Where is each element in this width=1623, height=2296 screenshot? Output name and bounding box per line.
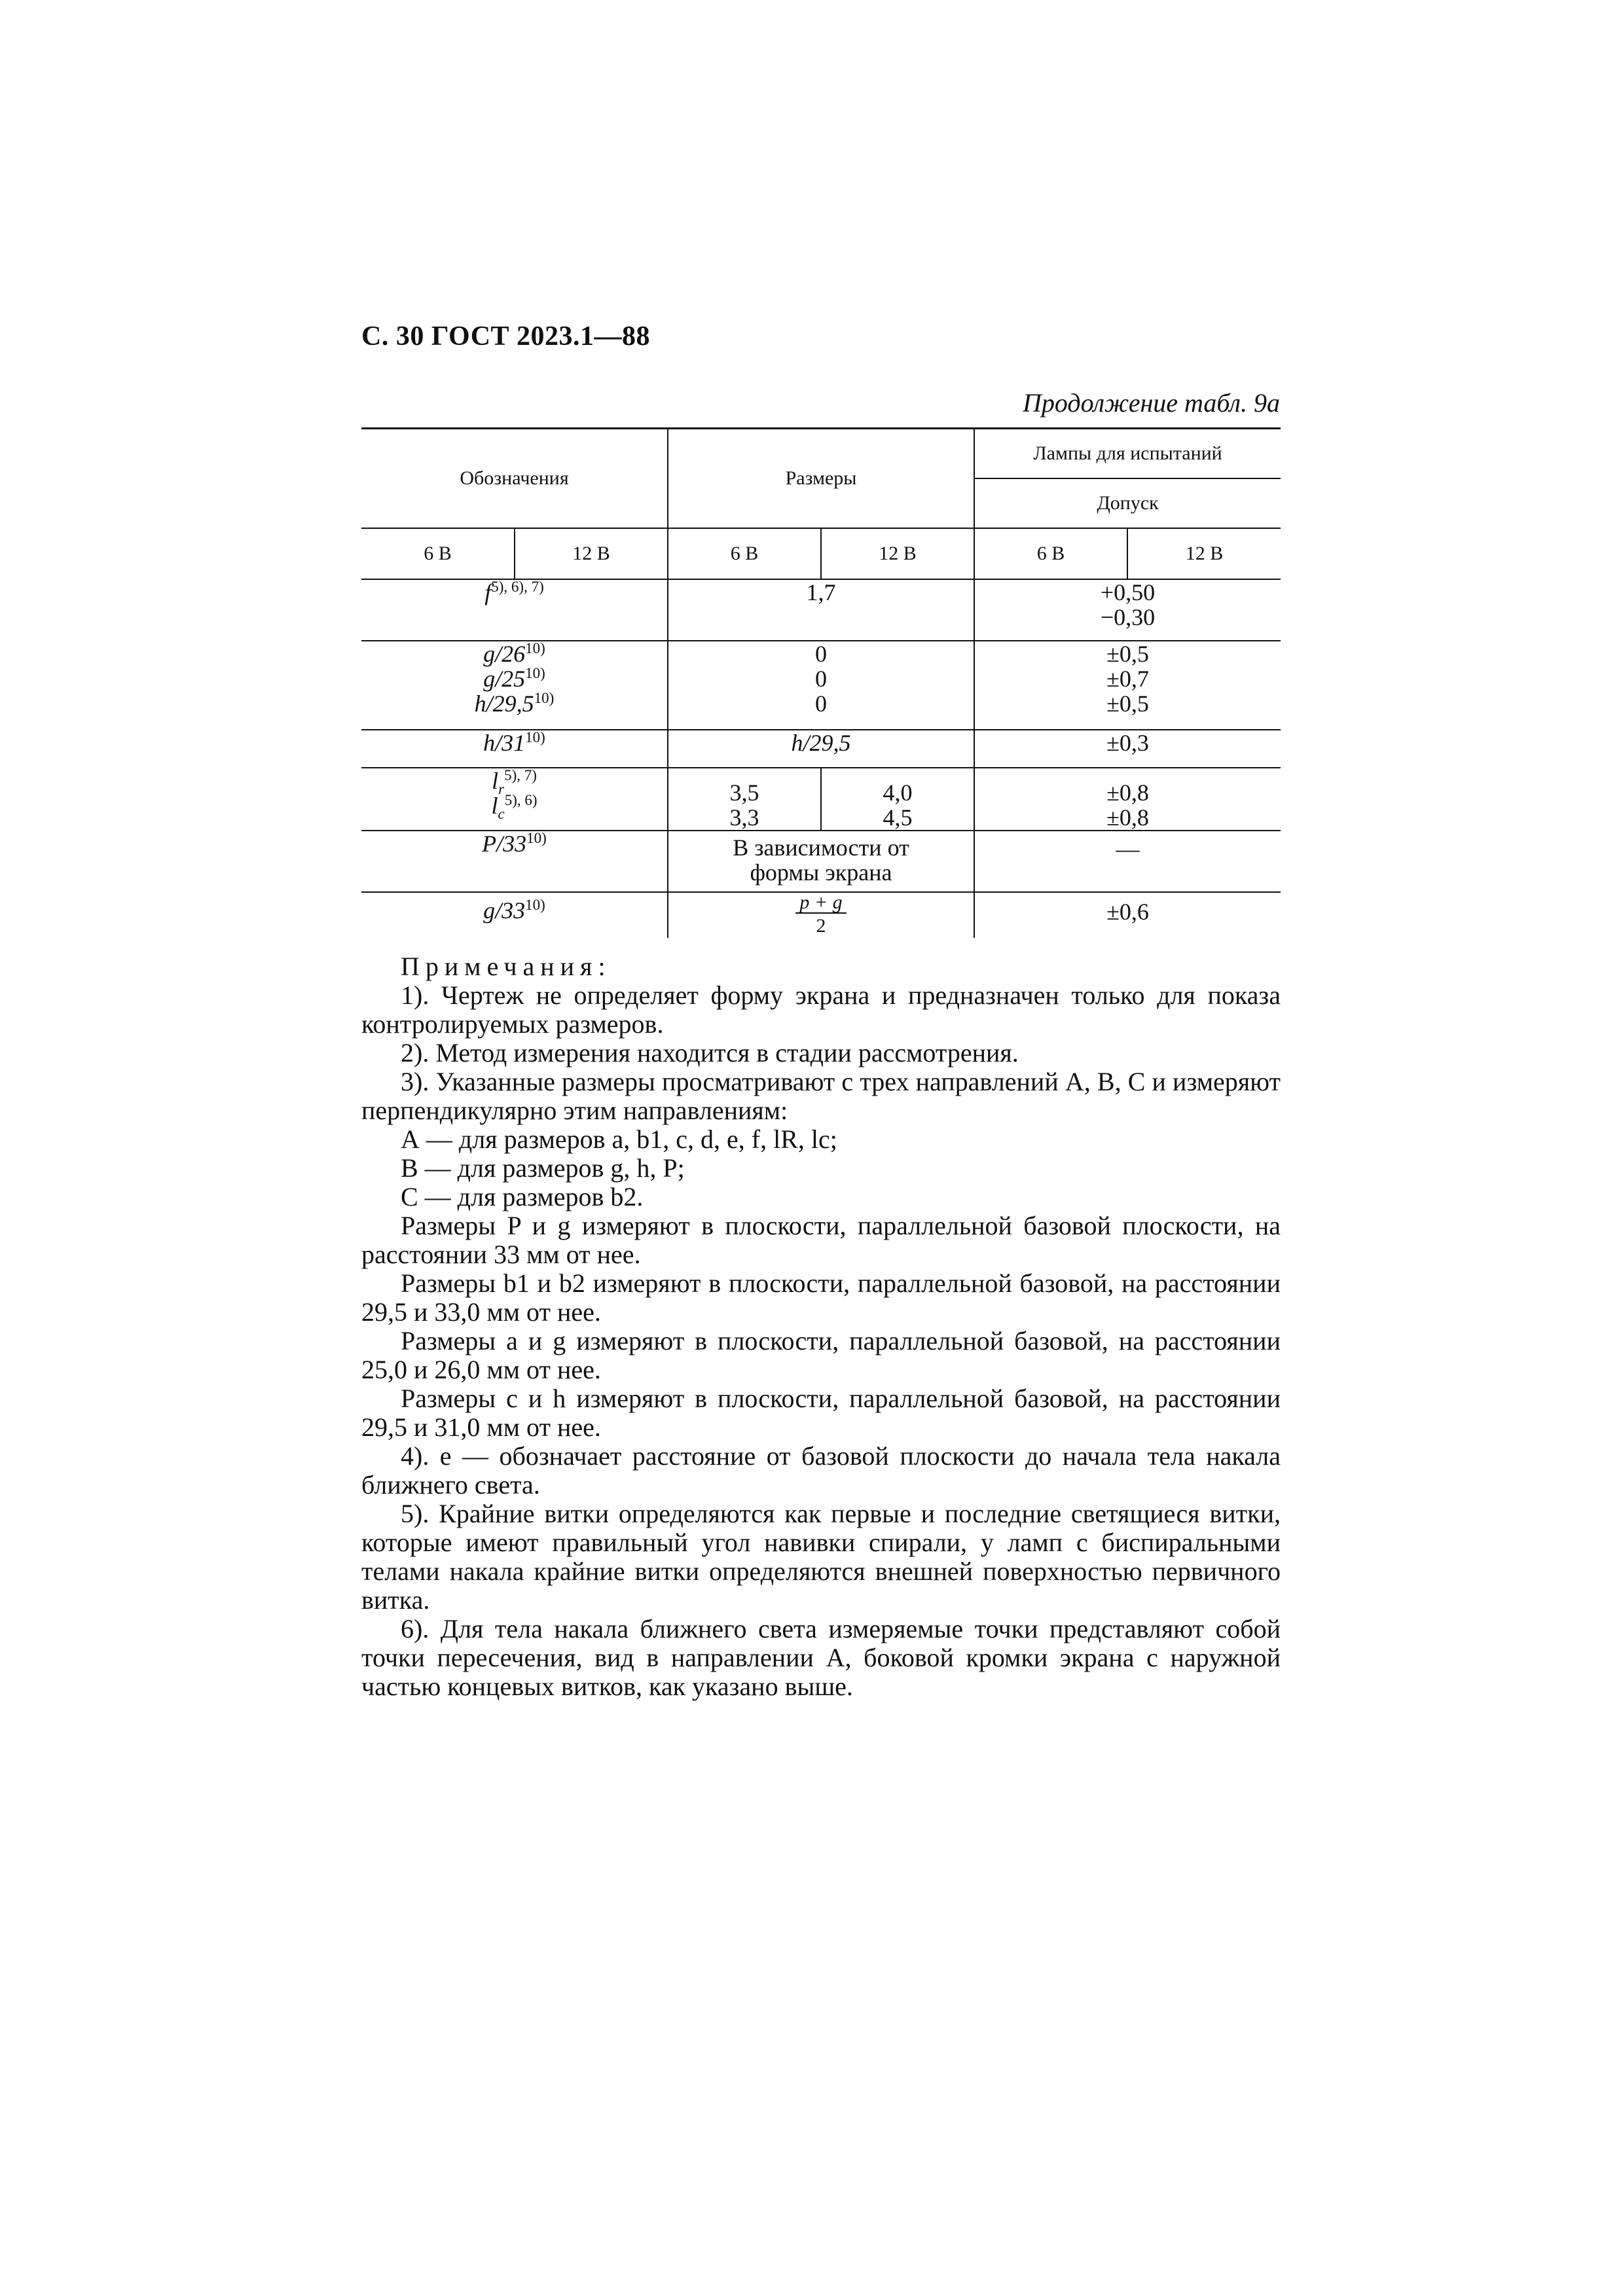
designation-cell: $f^{5), 6), 7)}$ bbox=[361, 579, 668, 641]
table-row bbox=[361, 831, 1281, 892]
note-3-c: С — для размеров b2. bbox=[401, 1182, 644, 1211]
tolerance-cell: — bbox=[974, 831, 1281, 892]
note-paragraph-pg: Размеры P и g измеряют в плоскости, параллельной базовой плоскости, на расстоянии 33 мм от нее. bbox=[361, 1211, 1281, 1269]
dimension-6v-cell: 3,5 3,3 bbox=[668, 768, 821, 831]
designation-cell: g/33$^{10)}$ bbox=[361, 892, 668, 938]
note-2: 2). Метод измерения находится в стадии рассмотрения. bbox=[401, 1038, 1019, 1067]
header-dimensions: Размеры bbox=[668, 429, 974, 528]
notes-title: Примечания: bbox=[401, 952, 611, 981]
tolerance-cell: ±0,8 ±0,8 bbox=[974, 768, 1281, 831]
dimension-cell: h/29,5 bbox=[668, 730, 974, 768]
note-4: 4). e — обозначает расстояние от базовой плоскости до начала тела накала ближнего света. bbox=[361, 1441, 1281, 1499]
dimension-cell: 0 0 0 bbox=[668, 641, 974, 730]
header-designations: Обозначения bbox=[361, 429, 668, 528]
table-continuation-label: Продолжение табл. 9а bbox=[1022, 388, 1280, 418]
header-6v: 6 В bbox=[974, 528, 1127, 579]
table-row bbox=[361, 892, 1281, 938]
designation-cell: P/33$^{10)}$ bbox=[361, 831, 668, 892]
tolerance-cell: +0,50 −0,30 bbox=[974, 579, 1281, 641]
dimension-12v-cell: 4,0 4,5 bbox=[821, 768, 974, 831]
header-6v: 6 В bbox=[668, 528, 821, 579]
note-1: 1). Чертеж не определяет форму экрана и предназначен только для показа контролируемых размеров. bbox=[361, 980, 1281, 1039]
page-header: С. 30 ГОСТ 2023.1—88 bbox=[361, 321, 651, 351]
designation-cell: g/26$^{10)}$ g/25$^{10)}$ h/29,5$^{10)}$ bbox=[361, 641, 668, 730]
dimension-cell: В зависимости от формы экрана bbox=[668, 831, 974, 892]
note-5: 5). Крайние витки определяются как первые и последние светящиеся витки, которые имеют правильный угол навивки спирали, у ламп с биспиральными телами накала крайние витки определяются внешней поверхностью первичного витка. bbox=[361, 1499, 1281, 1615]
note-paragraph-ch: Размеры c и h измеряют в плоскости, параллельной базовой, на расстоянии 29,5 и 31,0 мм от нее. bbox=[361, 1384, 1281, 1442]
note-3: 3). Указанные размеры просматривают с трех направлений А, В, С и измеряют перпендикулярно этим направлениям: bbox=[361, 1067, 1281, 1125]
dimensions-table bbox=[361, 427, 1281, 938]
dimension-cell bbox=[668, 892, 974, 938]
header-12v: 12 В bbox=[1127, 528, 1281, 579]
header-tolerance: Допуск bbox=[974, 478, 1281, 528]
header-6v: 6 В bbox=[361, 528, 515, 579]
designation-cell: $l_r^{5), 7)}$ $l_c^{5), 6)}$ bbox=[361, 768, 668, 831]
tolerance-cell: ±0,3 bbox=[974, 730, 1281, 768]
header-test-lamps: Лампы для испытаний bbox=[974, 429, 1281, 478]
table-row bbox=[361, 768, 1281, 831]
note-3-a: А — для размеров a, b1, c, d, e, f, lR, lc; bbox=[401, 1124, 837, 1154]
dimension-cell: 1,7 bbox=[668, 579, 974, 641]
table-row bbox=[361, 730, 1281, 768]
header-12v: 12 В bbox=[515, 528, 668, 579]
note-6: 6). Для тела накала ближнего света измеряемые точки представляют собой точки пересечения, вид в направлении А, боковой кромки экрана с наружной частью концевых витков, как указано выше. bbox=[361, 1614, 1281, 1701]
note-paragraph-ag: Размеры a и g измеряют в плоскости, параллельной базовой, на расстоянии 25,0 и 26,0 мм от нее. bbox=[361, 1326, 1281, 1384]
header-12v: 12 В bbox=[821, 528, 974, 579]
table-row bbox=[361, 641, 1281, 730]
tolerance-cell: ±0,5 ±0,7 ±0,5 bbox=[974, 641, 1281, 730]
tolerance-cell: ±0,6 bbox=[974, 892, 1281, 938]
note-paragraph-b: Размеры b1 и b2 измеряют в плоскости, параллельной базовой, на расстоянии 29,5 и 33,0 мм от нее. bbox=[361, 1268, 1281, 1327]
note-3-b: В — для размеров g, h, P; bbox=[401, 1153, 685, 1183]
table-row bbox=[361, 579, 1281, 641]
fraction: $\frac{p + g}{2}$ bbox=[795, 893, 846, 936]
designation-cell: h/31$^{10)}$ bbox=[361, 730, 668, 768]
notes-section bbox=[361, 952, 1281, 1701]
